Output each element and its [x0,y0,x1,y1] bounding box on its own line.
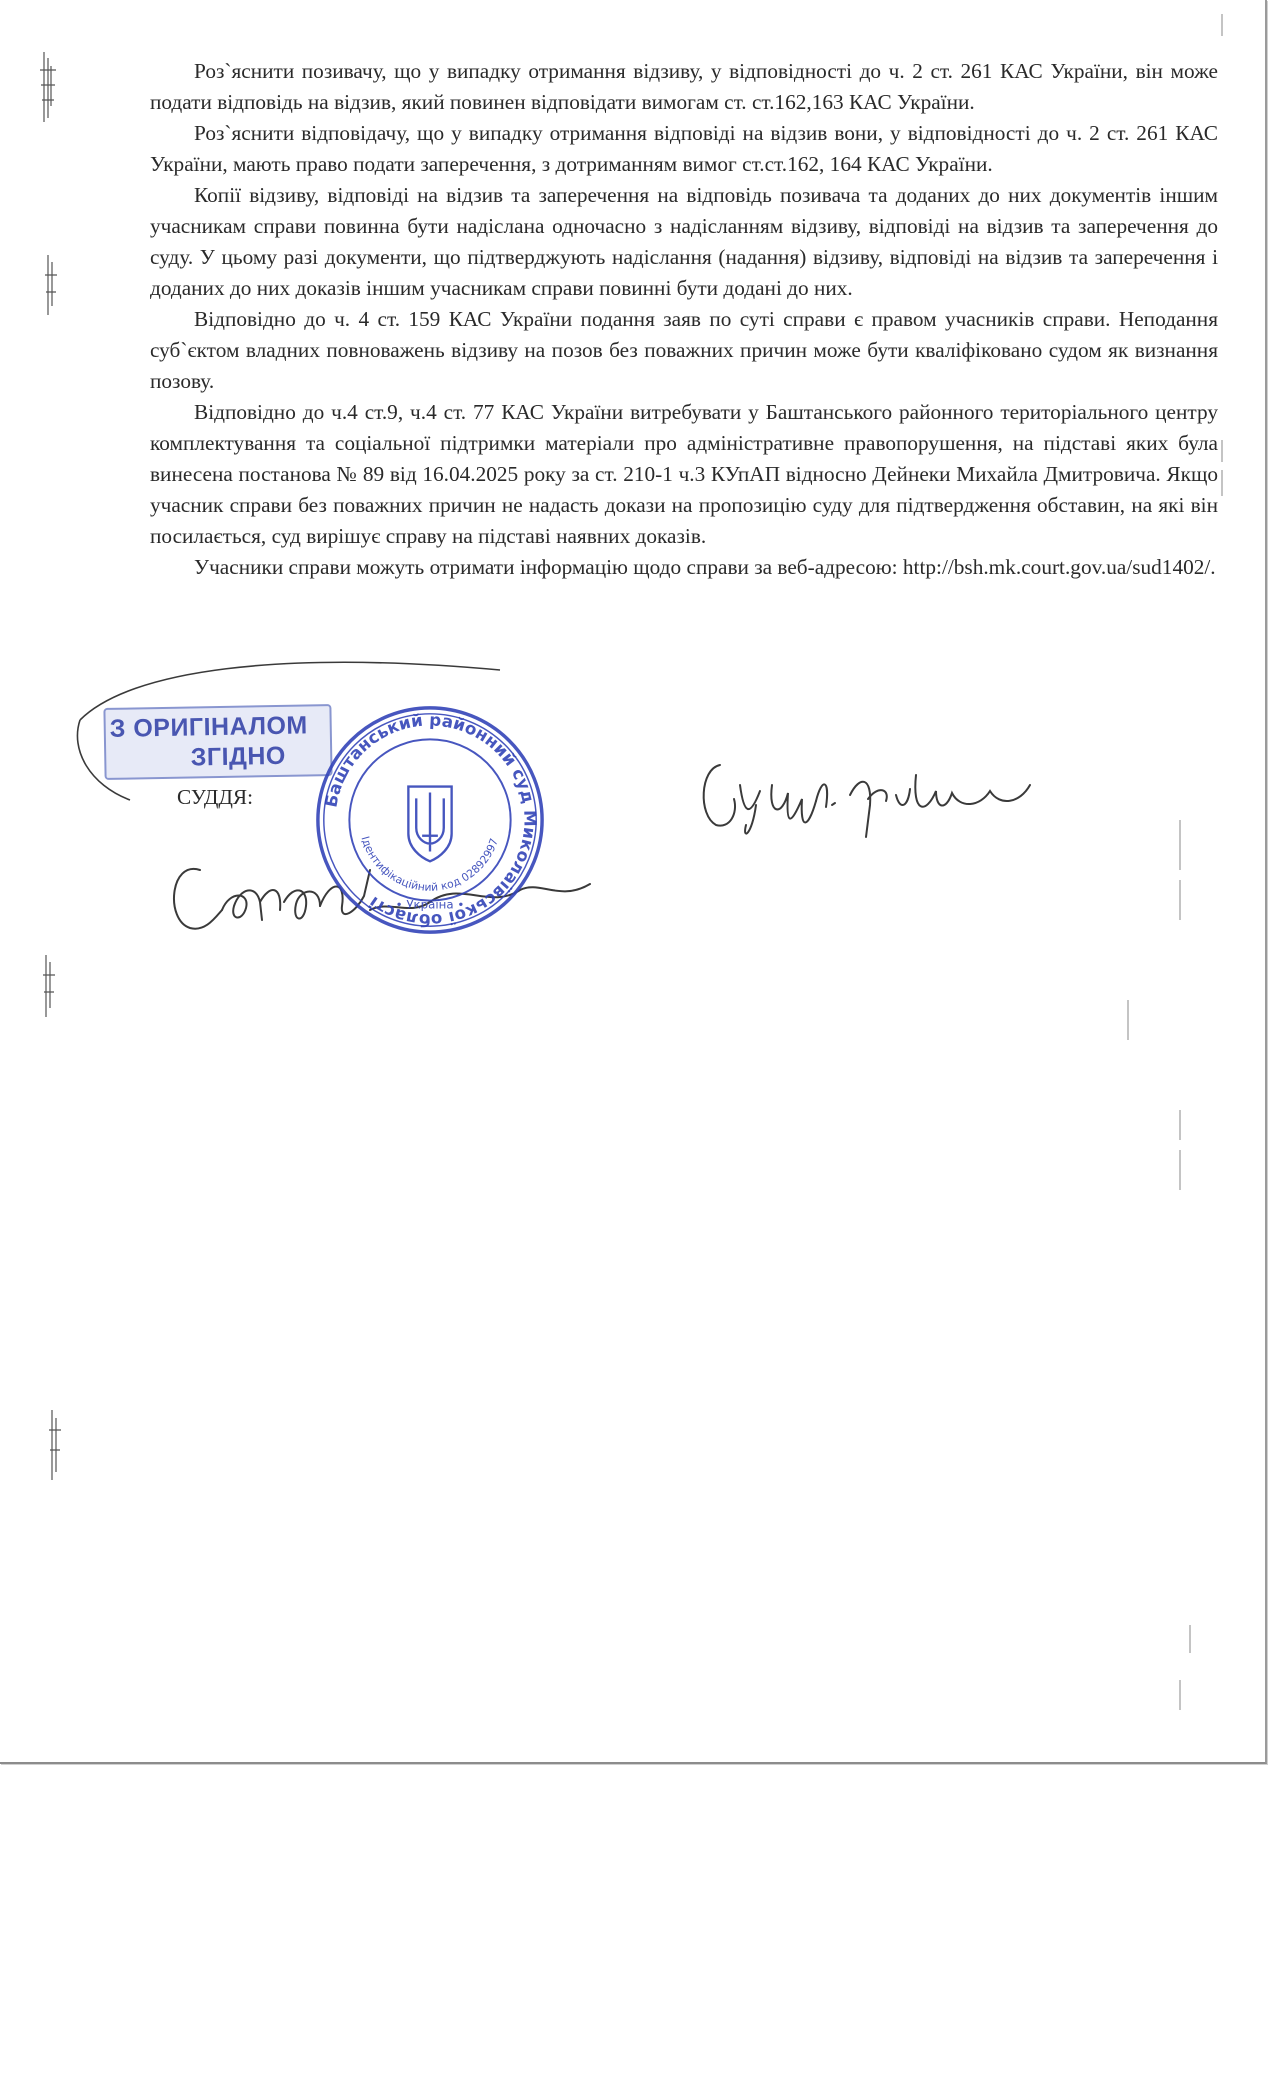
seal-bottom-text: • Україна • [395,897,465,912]
paragraph-defendant-objection: Роз`яснити відповідачу, що у випадку отримання відповіді на відзив вони, у відповідності до ч. 2 ст. 261 КАС України, мають право подати заперечення, з дотриманням вимог ст.ст.162, 164 КАС України. [150,121,1218,176]
certified-copy-stamp [103,704,332,780]
document-body [150,56,1218,583]
judge-signature [690,755,1070,845]
trident-emblem-icon [408,787,451,862]
judge-label: СУДДЯ: [177,785,254,809]
court-seal [312,702,548,938]
paragraph-filing-rights: Відповідно до ч. 4 ст. 159 КАС України подання заяв по суті справи є правом учасників справи. Неподання суб`єктом владних повноважень відзиву на позов без поважних причин може бути кваліфіковано судом як визнання позову. [150,307,1218,393]
stamp-line-1: З ОРИГІНАЛОМ [109,711,308,743]
paragraph-case-info-web: Учасники справи можуть отримати інформацію щодо справи за веб-адресою: http://bsh.mk.court.gov.ua/sud1402/. [194,555,1216,579]
paragraph-plaintiff-response: Роз`яснити позивачу, що у випадку отримання відзиву, у відповідності до ч. 2 ст. 261 КАС України, він може подати відповідь на відзив, який повинен відповідати вимогам ст. ст.162,163 КАС України. [150,59,1218,114]
seal-outer-text: Баштанський районний суд Миколаївської області [320,709,541,931]
paragraph-evidence-request: Відповідно до ч.4 ст.9, ч.4 ст. 77 КАС України витребувати у Баштанського районного територіального центру комплектування та соціальної підтримки матеріали про адміністративне правопорушення, на підставі яких була винесена постанова № 89 від 16.04.2025 року за ст. 210-1 ч.3 КУпАП відносно Дейнеки Михайла Дмитровича. Якщо учасник справи без поважних причин не надасть докази на пропозицію суду для підтвердження обставин, на які він посилається, суд вирішує справу на підставі наявних доказів. [150,400,1218,548]
stamp-line-2: ЗГІДНО [190,741,287,772]
paragraph-copies-to-parties: Копії відзиву, відповіді на відзив та заперечення на відповідь позивача та доданих до них документів іншим учасникам справи повинна бути надіслана одночасно з надісланням відзиву, відповіді на відзив та заперечення до суду. У цьому разі документи, що підтверджують надіслання (надання) відзиву, відповіді на відзив та заперечення і доданих до них доказів іншим учасникам справи повинні бути додані до них. [150,183,1218,300]
scan-edge-marks [0,0,80,1762]
seal-inner-text: Ідентифікаційний код 02892997 [358,834,501,894]
